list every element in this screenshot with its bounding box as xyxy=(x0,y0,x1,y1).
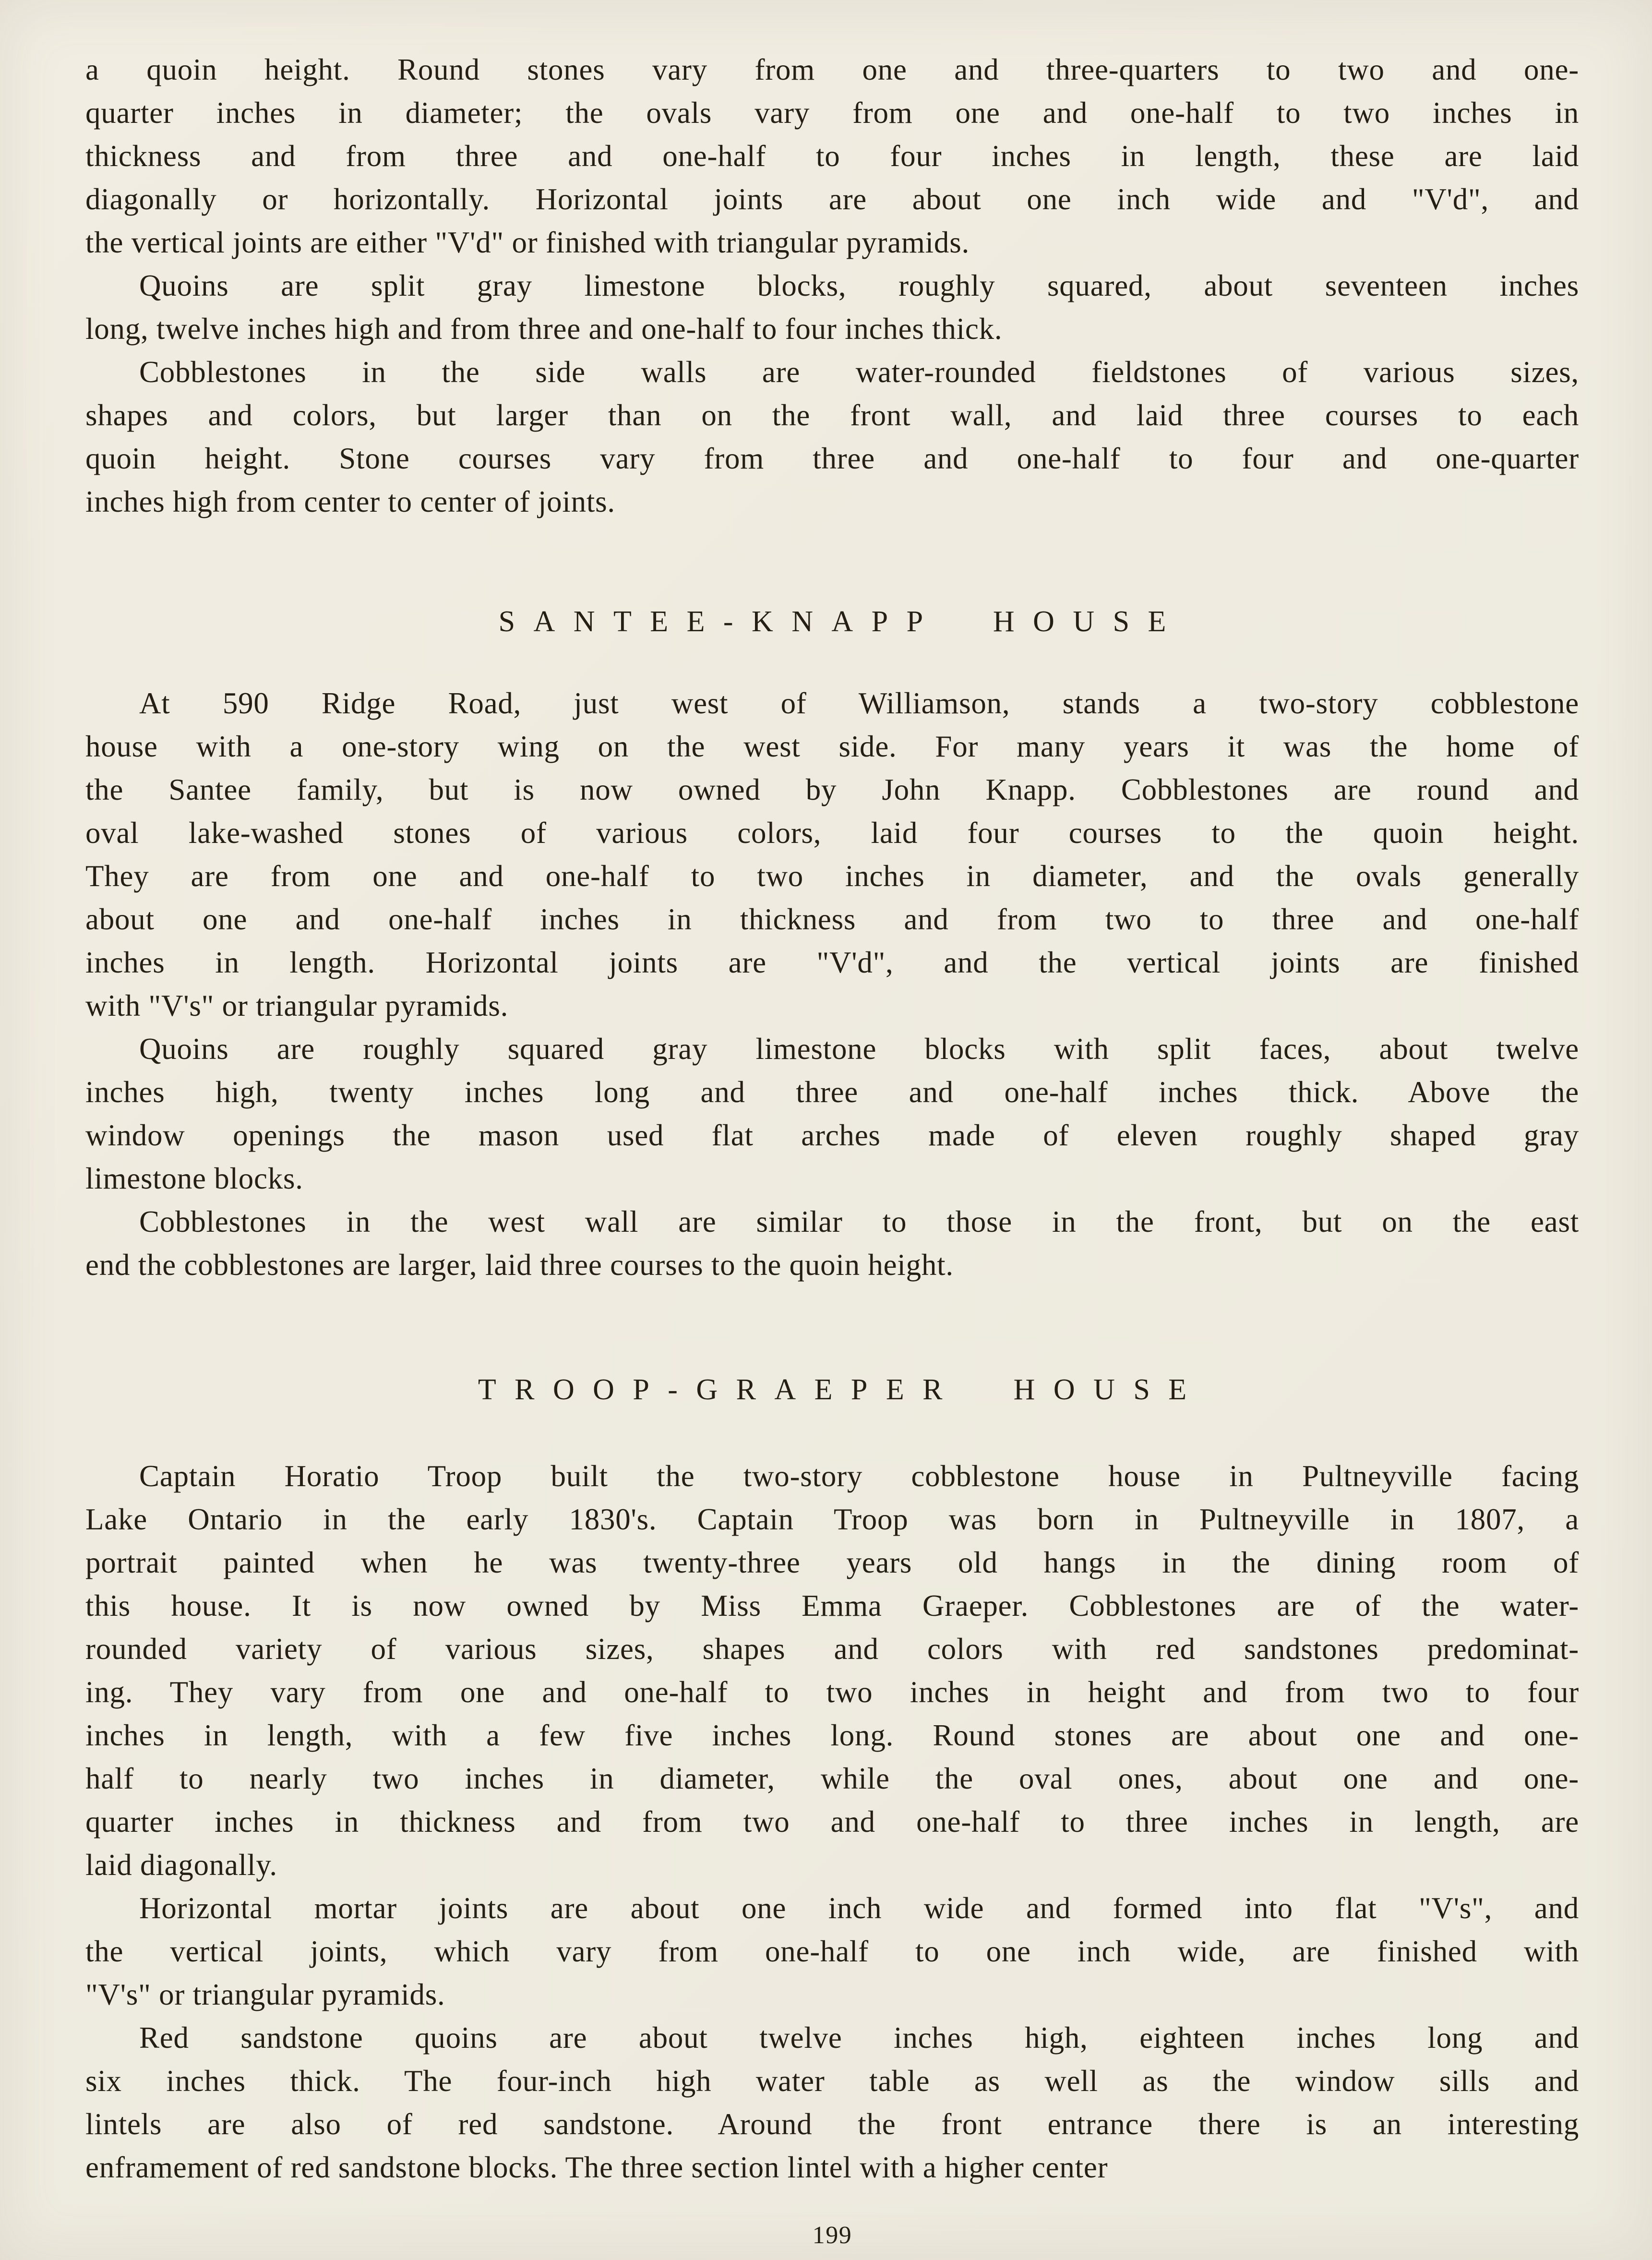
para-red-sandstone-quoins xyxy=(85,2016,1579,2189)
text-line: Cobblestones in the side walls are water-rounded fieldstones of various sizes, xyxy=(139,355,1579,389)
text-line: At 590 Ridge Road, just west of Williamson, stands a two-story cobblestone xyxy=(139,686,1579,720)
text-line: window openings the mason used flat arches made of eleven roughly shaped gray xyxy=(85,1118,1579,1152)
text-line: shapes and colors, but larger than on the front wall, and laid three courses to each xyxy=(85,398,1579,432)
para-santee-knapp-intro xyxy=(85,682,1579,1027)
para-horizontal-mortar-joints xyxy=(85,1887,1579,2016)
text-line: oval lake-washed stones of various colors, laid four courses to the quoin height. xyxy=(85,816,1579,850)
text-line: this house. It is now owned by Miss Emma Graeper. Cobblestones are of the water- xyxy=(85,1589,1579,1623)
text-line: lintels are also of red sandstone. Around the front entrance there is an interesting xyxy=(85,2107,1579,2141)
text-line: ing. They vary from one and one-half to two inches in height and from two to four xyxy=(85,1675,1579,1709)
text-line: Quoins are roughly squared gray limestone blocks with split faces, about twelve xyxy=(139,1032,1579,1066)
para-santee-quoins xyxy=(85,1027,1579,1200)
text-line: enframement of red sandstone blocks. The three section lintel with a higher center xyxy=(85,2151,1108,2184)
text-line: Captain Horatio Troop built the two-story cobblestone house in Pultneyville facing xyxy=(139,1459,1579,1493)
text-line: laid diagonally. xyxy=(85,1848,277,1882)
text-line: inches high from center to center of joints. xyxy=(85,485,615,518)
text-line: portrait painted when he was twenty-three years old hangs in the dining room of xyxy=(85,1546,1579,1579)
text-line: They are from one and one-half to two inches in diameter, and the ovals generally xyxy=(85,859,1579,893)
text-line: half to nearly two inches in diameter, while the oval ones, about one and one- xyxy=(85,1762,1579,1795)
text-line: inches high, twenty inches long and three and one-half inches thick. Above the xyxy=(85,1075,1579,1109)
text-line: about one and one-half inches in thickness and from two to three and one-half xyxy=(85,902,1579,936)
text-line: Red sandstone quoins are about twelve inches high, eighteen inches long and xyxy=(139,2021,1579,2055)
text-line: quoin height. Stone courses vary from three and one-half to four and one-quarter xyxy=(85,442,1579,475)
text-line: six inches thick. The four-inch high water table as well as the window sills and xyxy=(85,2064,1579,2098)
text-line: "V's" or triangular pyramids. xyxy=(85,1978,445,2011)
para-quoins-split-limestone xyxy=(85,264,1579,350)
para-round-stones-continuation xyxy=(85,48,1579,264)
text-line: thickness and from three and one-half to four inches in length, these are laid xyxy=(85,139,1579,173)
text-line: the Santee family, but is now owned by John Knapp. Cobblestones are round and xyxy=(85,773,1579,806)
text-line: inches in length. Horizontal joints are "V'd", and the vertical joints are finished xyxy=(85,946,1579,979)
text-line: diagonally or horizontally. Horizontal joints are about one inch wide and "V'd", and xyxy=(85,182,1579,216)
text-line: inches in length, with a few five inches long. Round stones are about one and one- xyxy=(85,1719,1579,1752)
para-west-wall-cobblestones xyxy=(85,1200,1579,1286)
para-side-wall-cobblestones xyxy=(85,350,1579,523)
section-heading-troop-graeper-house: TROOP-GRAEPER HOUSE xyxy=(478,1373,1205,1406)
text-line: quarter inches in thickness and from two and one-half to three inches in length, are xyxy=(85,1805,1579,1839)
text-line: Lake Ontario in the early 1830's. Captain Troop was born in Pultneyville in 1807, a xyxy=(85,1503,1579,1536)
text-line: Horizontal mortar joints are about one inch wide and formed into flat "V's", and xyxy=(139,1891,1579,1925)
text-line: limestone blocks. xyxy=(85,1162,303,1195)
text-line: Quoins are split gray limestone blocks, roughly squared, about seventeen inches xyxy=(139,269,1579,302)
text-line: quarter inches in diameter; the ovals vary from one and one-half to two inches in xyxy=(85,96,1579,130)
text-line: with "V's" or triangular pyramids. xyxy=(85,989,509,1022)
text-line: the vertical joints, which vary from one-half to one inch wide, are finished with xyxy=(85,1935,1579,1968)
text-line: a quoin height. Round stones vary from one and three-quarters to two and one- xyxy=(85,53,1579,86)
text-line: rounded variety of various sizes, shapes and colors with red sandstones predominat- xyxy=(85,1632,1579,1666)
para-troop-graeper-intro xyxy=(85,1455,1579,1887)
text-line: end the cobblestones are larger, laid three courses to the quoin height. xyxy=(85,1248,954,1282)
text-line: long, twelve inches high and from three and one-half to four inches thick. xyxy=(85,312,1003,346)
text-line: Cobblestones in the west wall are similar to those in the front, but on the east xyxy=(139,1205,1579,1238)
text-line: the vertical joints are either "V'd" or finished with triangular pyramids. xyxy=(85,226,970,259)
text-line: house with a one-story wing on the west side. For many years it was the home of xyxy=(85,730,1579,763)
page-number: 199 xyxy=(812,2222,852,2249)
section-heading-santee-knapp-house: SANTEE-KNAPP HOUSE xyxy=(498,605,1185,638)
